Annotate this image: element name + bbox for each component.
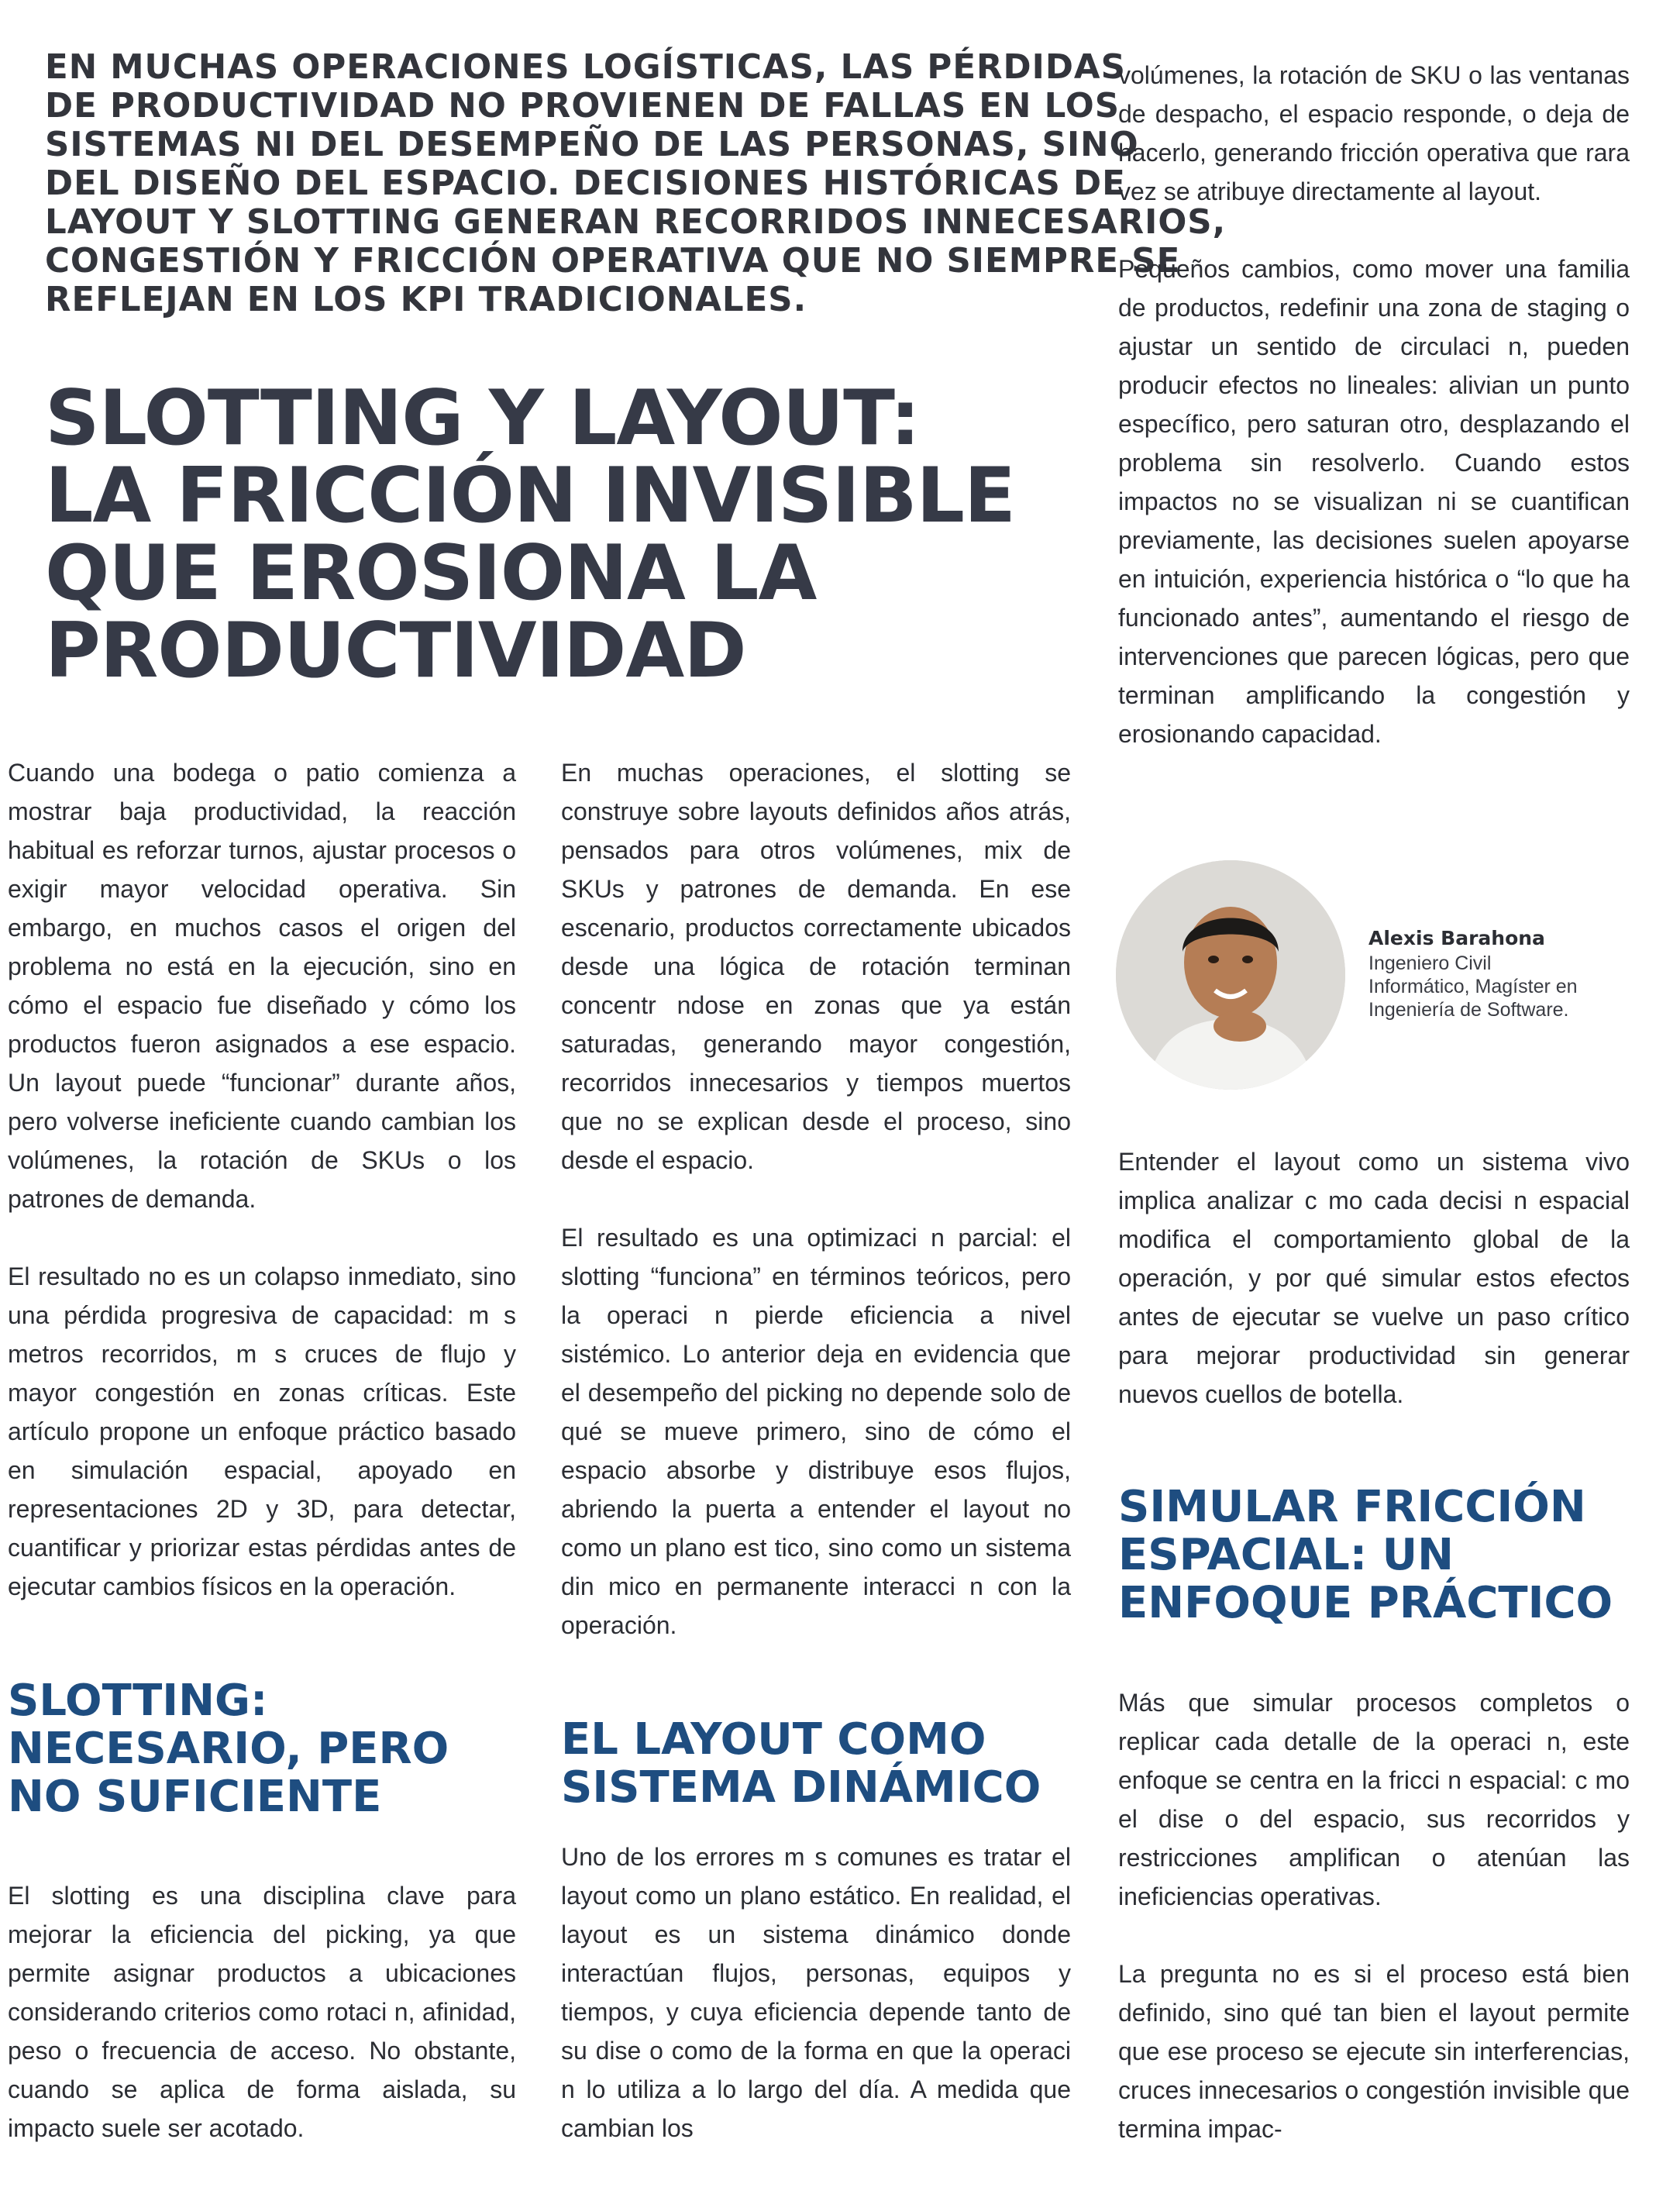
section-heading-simular (1118, 1483, 1613, 1628)
section-line: SLOTTING: (8, 1676, 268, 1726)
column-2-layout (561, 1838, 1071, 2148)
paragraph: El resultado no es un colapso inmediato, sino una pérdida progresiva de capacidad: m s metros recorridos, m s cruces de flujo y mayor congestión en zonas críticas. Este artículo propone un enfoque práctico basado en simulación espacial, apoyado en representaciones 2D y 3D, para detectar, cuantificar y priorizar estas pérdidas antes de ejecutar cambios físicos en la operación. (8, 1262, 516, 1600)
section-line: SISTEMA DINÁMICO (561, 1762, 1041, 1813)
author-role (1368, 952, 1624, 1021)
paragraph: Más que simular procesos completos o replicar cada detalle de la operaci n, este enfoque se centra en la fricci n espacial: c mo el dise o del espacio, sus recorridos y restricciones amplifican o atenúan las ineficiencias operativas. (1118, 1689, 1630, 1910)
author-portrait-icon (1116, 860, 1345, 1090)
lede-line: LAYOUT Y SLOTTING GENERAN RECORRIDOS INNECESARIOS, (45, 203, 1227, 242)
title-line: QUE EROSIONA LA (45, 529, 817, 618)
lede-line: CONGESTIÓN Y FRICCIÓN OPERATIVA QUE NO SIEMPRE SE (45, 242, 1181, 281)
paragraph: El slotting es una disciplina clave para mejorar la eficiencia del picking, ya que permite asignar productos a ubicaciones considerando criterios como rotaci n, afinidad, peso o frecuencia de acceso. No obstante, cuando se aplica de forma aislada, su impacto suele ser acotado. (8, 1882, 516, 2142)
author-name: Alexis Barahona (1368, 927, 1545, 949)
paragraph: La pregunta no es si el proceso está bien definido, sino qué tan bien el layout permite que ese proceso se ejecute sin interferencias, cruces innecesarios o congestión invisible que termina impac- (1118, 1960, 1630, 2143)
lede (45, 48, 1227, 319)
lede-line: SISTEMAS NI DEL DESEMPEÑO DE LAS PERSONAS, SINO (45, 126, 1139, 164)
column-3-top (1118, 56, 1630, 753)
section-line: ENFOQUE PRÁCTICO (1118, 1578, 1613, 1628)
title-line: PRODUCTIVIDAD (45, 607, 746, 695)
column-3-middle (1118, 1142, 1630, 1414)
section-heading-layout (561, 1716, 1041, 1812)
title-line: LA FRICCIÓN INVISIBLE (45, 452, 1015, 540)
paragraph: Pequeños cambios, como mover una familia de productos, redefinir una zona de staging o ajustar un sentido de circulaci n, pueden producir efectos no lineales: alivian un punto específico, pero saturan otro, desplazando el problema sin resolverlo. Cuando estos impactos no se visualizan ni se cuantifican previamente, las decisiones suelen apoyarse en intuición, experiencia histórica o “lo que ha funcionado antes”, aumentando el riesgo de intervenciones que parecen lógicas, pero que terminan amplificando la congestión y erosionando capacidad. (1118, 255, 1630, 748)
section-heading-slotting (8, 1677, 449, 1821)
paragraph: volúmenes, la rotación de SKU o las ventanas de despacho, el espacio responde, o deja de hacerlo, generando fricción operativa que rara vez se atribuye directamente al layout. (1118, 61, 1630, 205)
section-line: ESPACIAL: UN (1118, 1530, 1455, 1580)
lede-line: DEL DISEÑO DEL ESPACIO. DECISIONES HISTÓRICAS DE (45, 164, 1126, 203)
paragraph: Entender el layout como un sistema vivo implica analizar c mo cada decisi n espacial modifica el comportamiento global de la operación, y por qué simular estos efectos antes de ejecutar se vuelve un paso crítico para mejorar productividad sin generar nuevos cuellos de botella. (1118, 1148, 1630, 1408)
lede-line: REFLEJAN EN LOS KPI TRADICIONALES. (45, 281, 807, 319)
author-photo (1116, 860, 1345, 1090)
section-line: NECESARIO, PERO (8, 1724, 449, 1774)
author-role-line: Informático, Magíster en (1368, 976, 1578, 997)
lede-line: DE PRODUCTIVIDAD NO PROVIENEN DE FALLAS EN LOS (45, 87, 1121, 126)
lede-line: EN MUCHAS OPERACIONES LOGÍSTICAS, LAS PÉRDIDAS (45, 48, 1126, 87)
paragraph: Uno de los errores m s comunes es tratar el layout como un plano estático. En realidad, el layout es un sistema dinámico donde interactúan flujos, personas, equipos y tiempos, y cuya eficiencia depende tanto de su dise o como de la forma en que la operaci n lo utiliza a lo largo del día. A medida que cambian los (561, 1843, 1071, 2142)
title-line: SLOTTING Y LAYOUT: (45, 374, 920, 463)
column-1-intro (8, 753, 516, 1606)
column-2-body (561, 753, 1071, 1645)
paragraph: El resultado es una optimizaci n parcial: el slotting “funciona” en términos teóricos, pero la operaci n pierde eficiencia a nivel sistémico. Lo anterior deja en evidencia que el desempeño del picking no depende solo de qué se mueve primero, sino de cómo el espacio absorbe y distribuye esos flujos, abriendo la puerta a entender el layout no como un plano est tico, sino como un sistema din mico en permanente interacci n con la operación. (561, 1224, 1071, 1639)
section-line: EL LAYOUT COMO (561, 1714, 986, 1765)
paragraph: En muchas operaciones, el slotting se construye sobre layouts definidos años atrás, pensados para otros volúmenes, mix de SKUs y patrones de demanda. En ese escenario, productos correctamente ubicados desde una lógica de rotación terminan concentr ndose en zonas que ya están saturadas, generando mayor congestión, recorridos innecesarios y tiempos muertos que no se explican desde el proceso, sino desde el espacio. (561, 759, 1071, 1174)
column-3-bottom (1118, 1683, 1630, 2148)
section-line: SIMULAR FRICCIÓN (1118, 1482, 1586, 1532)
author-role-line: Ingeniero Civil (1368, 952, 1492, 974)
author-role-line: Ingeniería de Software. (1368, 999, 1569, 1021)
paragraph: Cuando una bodega o patio comienza a mostrar baja productividad, la reacción habitual es reforzar turnos, ajustar procesos o exigir mayor velocidad operativa. Sin embargo, en muchos casos el origen del problema no está en la ejecución, sino en cómo el espacio fue diseñado y cómo los productos fueron asignados a ese espacio. Un layout puede “funcionar” durante años, pero volverse ineficiente cuando cambian los volúmenes, la rotación de SKUs o los patrones de demanda. (8, 759, 516, 1213)
column-1-slotting (8, 1876, 516, 2148)
section-line: NO SUFICIENTE (8, 1772, 382, 1822)
article-title (45, 374, 1068, 695)
